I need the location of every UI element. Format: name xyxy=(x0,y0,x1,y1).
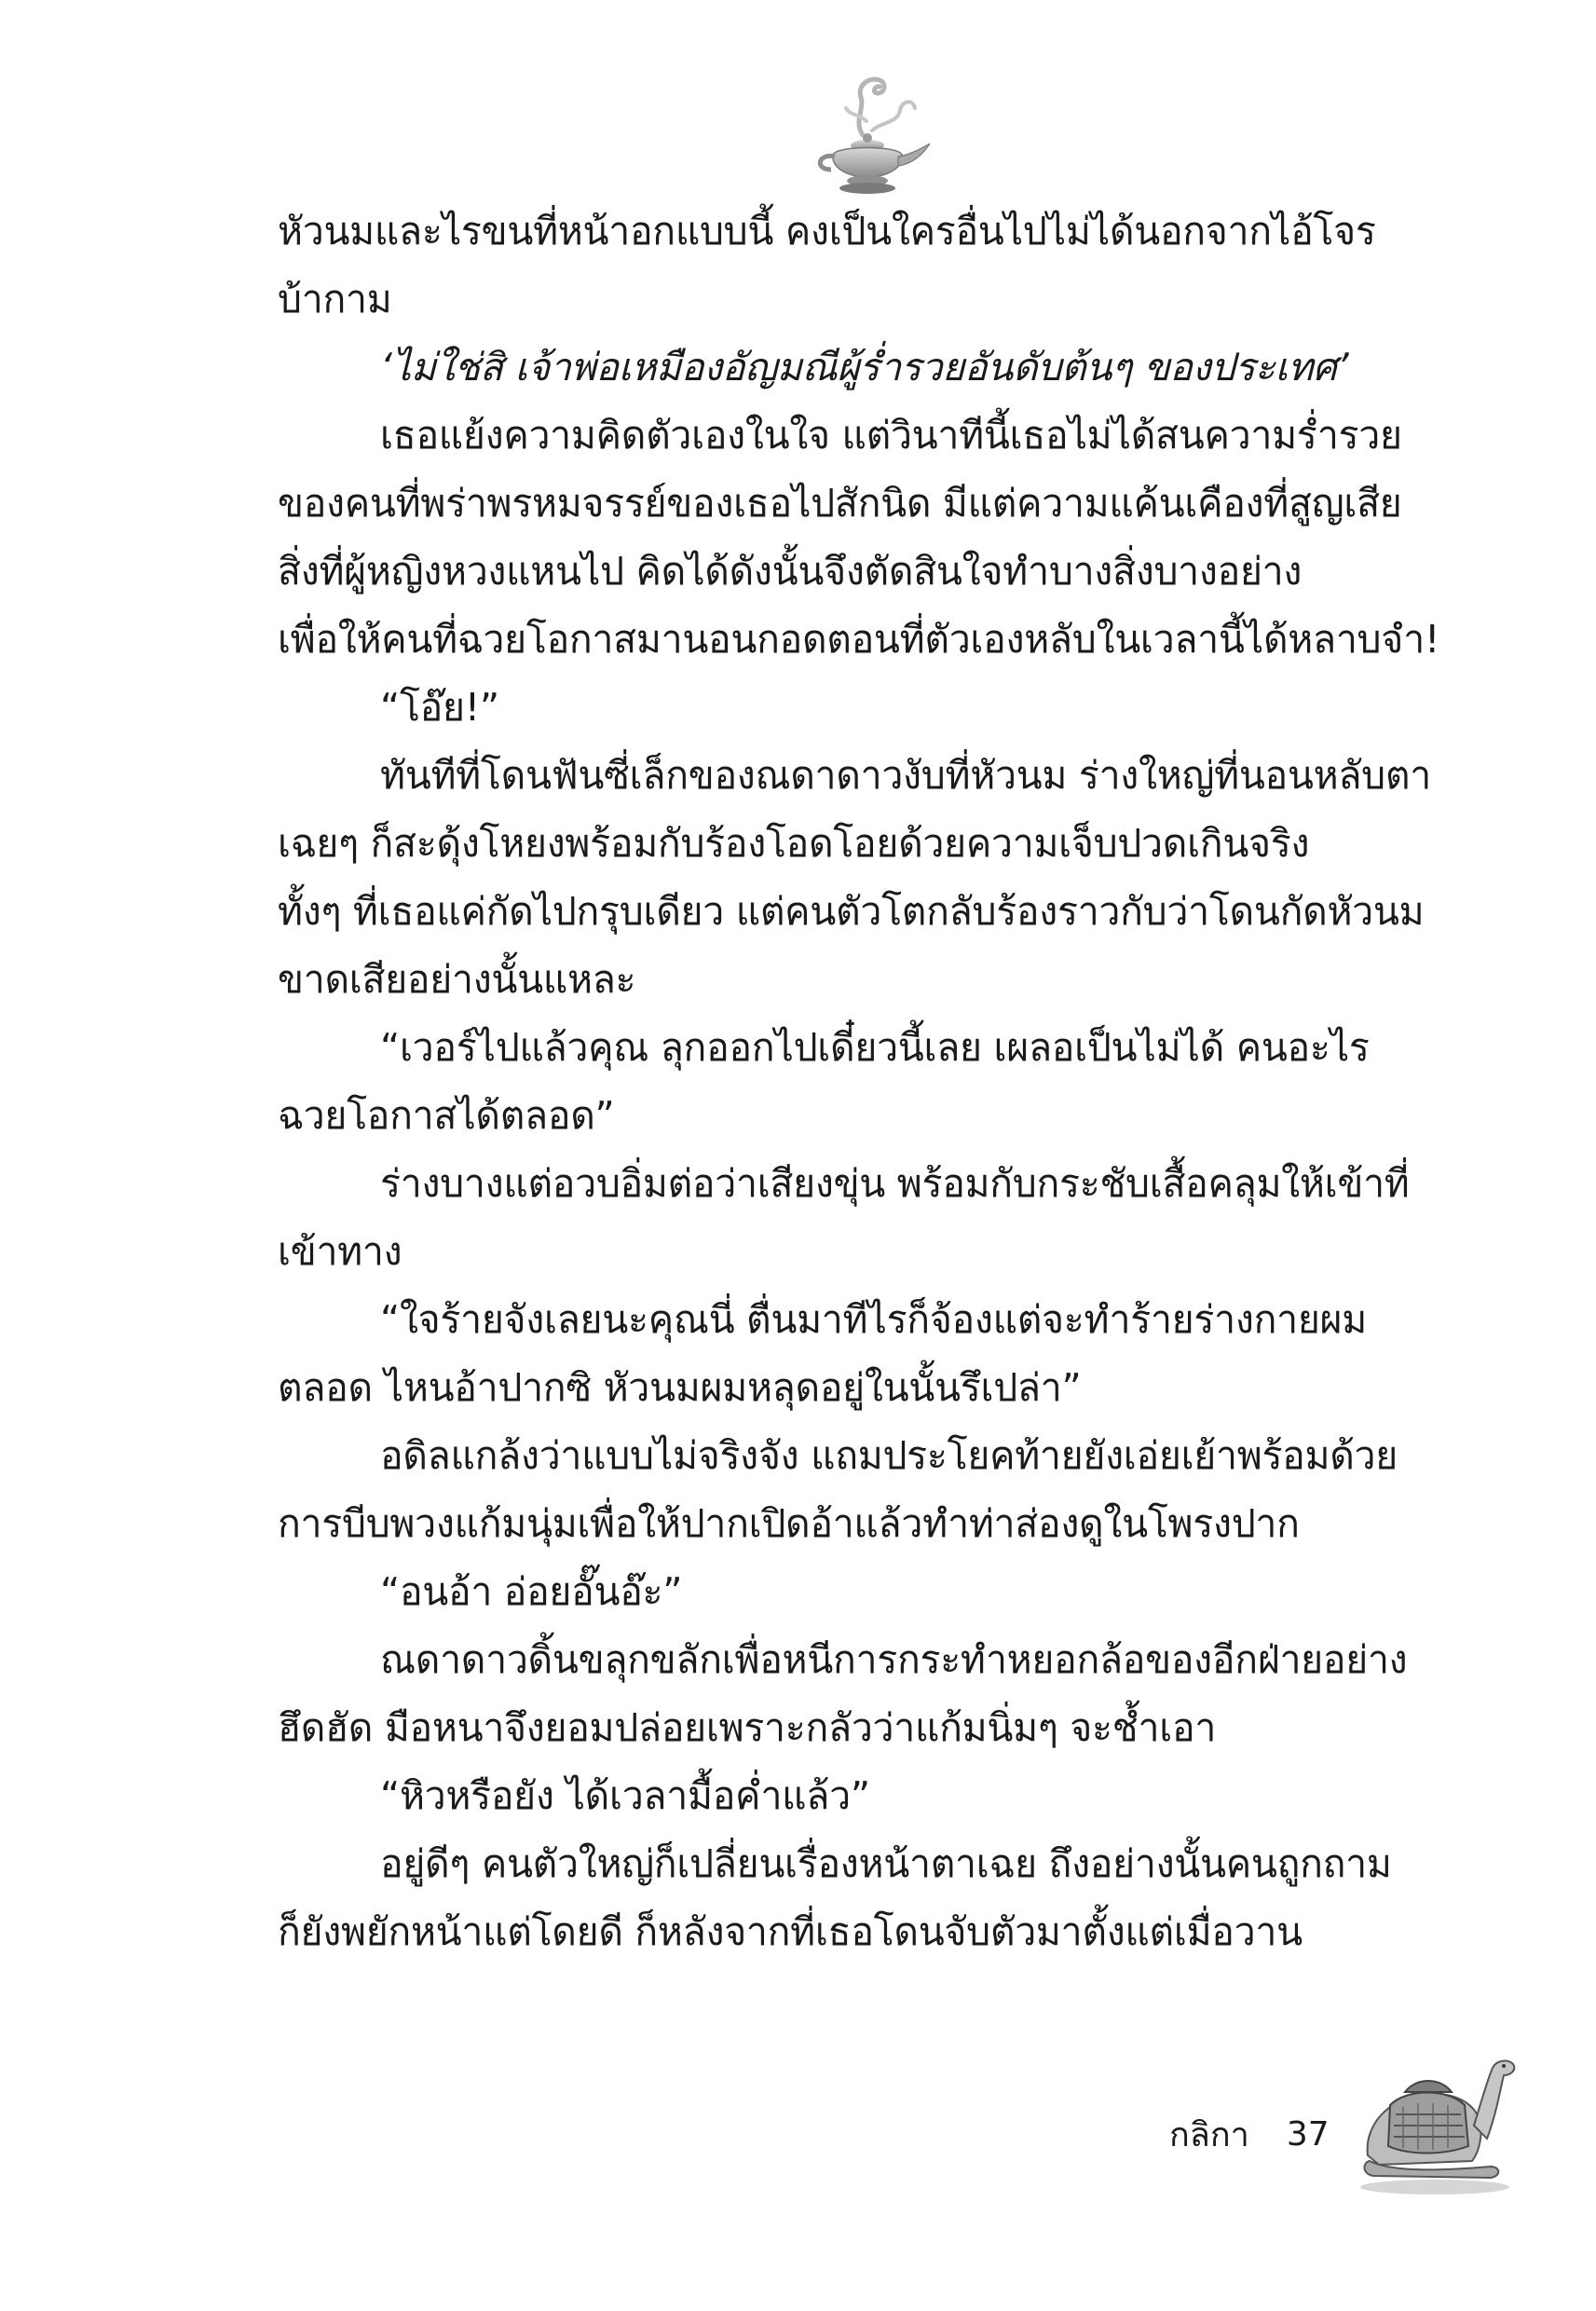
text-line: เธอแย้งความคิดตัวเองในใจ แต่วินาทีนี้เธอไม่ได้สนความร่ำรวย xyxy=(380,413,1402,458)
text-line: สิ่งที่ผู้หญิงหวงแหนไป คิดได้ดังนั้นจึงตัดสินใจทำบางสิ่งบางอย่าง xyxy=(278,549,1303,594)
text-line: การบีบพวงแก้มนุ่มเพื่อให้ปากเปิดอ้าแล้วทำท่าส่องดูในโพรงปาก xyxy=(278,1501,1300,1546)
magic-lamp-icon xyxy=(798,65,937,205)
text-line: บ้ากาม xyxy=(278,277,392,321)
text-line: ตลอด ไหนอ้าปากซิ หัวนมผมหลุดอยู่ในนั้นรึเปล่า” xyxy=(278,1365,1082,1410)
camel-icon xyxy=(1351,2036,1519,2199)
text-line: ฮึดฮัด มือหนาจึงยอมปล่อยเพราะกลัวว่าแก้มนิ่มๆ จะช้ำเอา xyxy=(278,1705,1217,1750)
text-line: ทันทีที่โดนฟันซี่เล็กของณดาดาวงับที่หัวนม ร่างใหญ่ที่นอนหลับตา xyxy=(380,753,1431,798)
text-line: หัวนมและไรขนที่หน้าอกแบบนี้ คงเป็นใครอื่นไปไม่ได้นอกจากไอ้โจร xyxy=(278,209,1376,253)
text-line: ขาดเสียอย่างนั้นแหละ xyxy=(278,957,636,1002)
text-line-dialogue: “โอ๊ย!” xyxy=(380,685,499,730)
text-line-dialogue: “อนอ้า อ่อยอั๊นอ๊ะ” xyxy=(380,1569,683,1614)
text-line: เฉยๆ ก็สะดุ้งโหยงพร้อมกับร้องโอดโอยด้วยความเจ็บปวดเกินจริง xyxy=(278,821,1310,866)
text-line-dialogue: “เวอร์ไปแล้วคุณ ลุกออกไปเดี๋ยวนี้เลย เผลอเป็นไม่ได้ คนอะไร xyxy=(380,1025,1370,1070)
text-line: ฉวยโอกาสได้ตลอด” xyxy=(278,1093,615,1138)
text-line: ของคนที่พร่าพรหมจรรย์ของเธอไปสักนิด มีแต่ความแค้นเคืองที่สูญเสีย xyxy=(278,481,1402,526)
text-line-dialogue: “หิวหรือยัง ได้เวลามื้อค่ำแล้ว” xyxy=(380,1773,870,1818)
text-line: เข้าทาง xyxy=(278,1229,402,1274)
page-number: 37 xyxy=(1286,2114,1330,2154)
text-line: อยู่ดีๆ คนตัวใหญ่ก็เปลี่ยนเรื่องหน้าตาเฉย ถึงอย่างนั้นคนถูกถาม xyxy=(380,1841,1392,1886)
book-title: กลิกา xyxy=(1169,2115,1249,2154)
text-line-thought: ‘ไม่ใช่สิ เจ้าพ่อเหมืองอัญมณีผู้ร่ำรวยอันดับต้นๆ ของประเทศ’ xyxy=(380,345,1349,390)
text-line: เพื่อให้คนที่ฉวยโอกาสมานอนกอดตอนที่ตัวเองหลับในเวลานี้ได้หลาบจำ! xyxy=(278,617,1440,662)
text-line: ทั้งๆ ที่เธอแค่กัดไปกรุบเดียว แต่คนตัวโตกลับร้องราวกับว่าโดนกัดหัวนม xyxy=(278,889,1425,934)
text-line: อดิลแกล้งว่าแบบไม่จริงจัง แถมประโยคท้ายยังเอ่ยเย้าพร้อมด้วย xyxy=(380,1433,1398,1478)
text-line: ก็ยังพยักหน้าแต่โดยดี ก็หลังจากที่เธอโดนจับตัวมาตั้งแต่เมื่อวาน xyxy=(278,1909,1303,1954)
body-text xyxy=(278,198,1440,1966)
text-line-dialogue: “ใจร้ายจังเลยนะคุณนี่ ตื่นมาทีไรก็จ้องแต่จะทำร้ายร่างกายผม xyxy=(380,1297,1367,1342)
text-line: ร่างบางแต่อวบอิ่มต่อว่าเสียงขุ่น พร้อมกับกระชับเสื้อคลุมให้เข้าที่ xyxy=(380,1161,1410,1206)
text-line: ณดาดาวดิ้นขลุกขลักเพื่อหนีการกระทำหยอกล้อของอีกฝ่ายอย่าง xyxy=(380,1637,1408,1682)
page-footer xyxy=(1169,2097,1330,2171)
